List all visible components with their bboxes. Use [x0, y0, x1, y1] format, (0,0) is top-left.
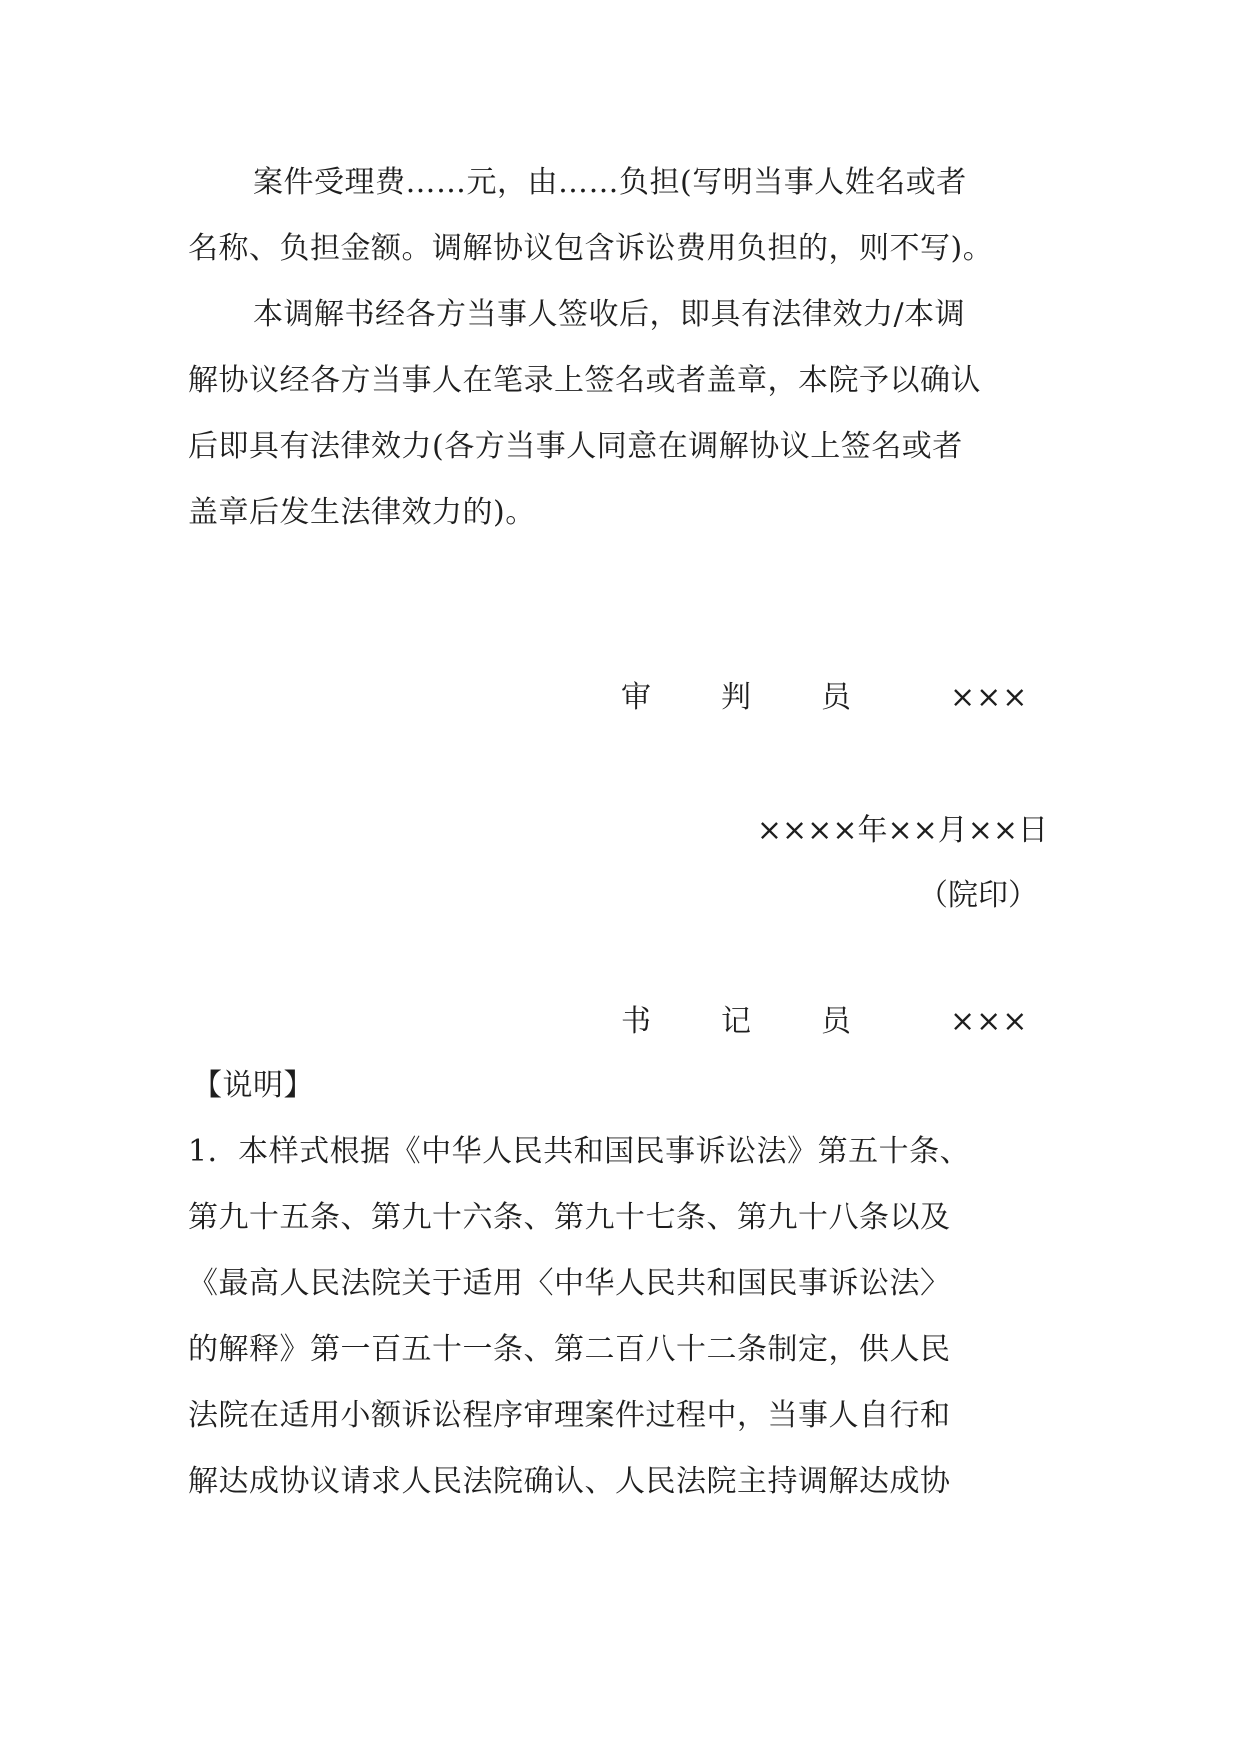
- effect-paragraph-line-2: 解协议经各方当事人在笔录上签名或者盖章，本院予以确认: [188, 363, 981, 398]
- fee-paragraph-line-2: 名称、负担金额。调解协议包含诉讼费用负担的，则不写)。: [188, 231, 994, 266]
- notes-heading: 【说明】: [192, 1068, 314, 1103]
- clerk-role-char-1: 书: [621, 1004, 651, 1039]
- clerk-role-label: [621, 1000, 851, 1044]
- clerk-role-char-2: 记: [721, 1004, 751, 1039]
- judge-role-char-3: 员: [821, 680, 851, 715]
- effect-paragraph-line-4: 盖章后发生法律效力的)。: [188, 495, 536, 530]
- document-date: ××××年××月××日: [756, 813, 1048, 848]
- notes-line-1: 1．本样式根据《中华人民共和国民事诉讼法》第五十条、: [188, 1134, 971, 1169]
- judge-role-char-1: 审: [621, 680, 651, 715]
- judge-name: ×××: [950, 680, 1029, 715]
- effect-paragraph-line-1: 本调解书经各方当事人签收后，即具有法律效力/本调: [253, 297, 966, 332]
- judge-role-char-2: 判: [721, 680, 751, 715]
- effect-paragraph-line-3: 后即具有法律效力(各方当事人同意在调解协议上签名或者: [188, 429, 963, 464]
- fee-paragraph-line-1: 案件受理费……元，由……负担(写明当事人姓名或者: [253, 165, 967, 200]
- clerk-role-char-3: 员: [821, 1004, 851, 1039]
- notes-line-3: 《最高人民法院关于适用〈中华人民共和国民事诉讼法〉: [188, 1266, 951, 1301]
- notes-line-5: 法院在适用小额诉讼程序审理案件过程中，当事人自行和: [188, 1398, 951, 1433]
- notes-line-6: 解达成协议请求人民法院确认、人民法院主持调解达成协: [188, 1464, 951, 1499]
- clerk-name: ×××: [950, 1004, 1029, 1039]
- notes-line-4: 的解释》第一百五十一条、第二百八十二条制定，供人民: [188, 1332, 951, 1367]
- notes-line-2: 第九十五条、第九十六条、第九十七条、第九十八条以及: [188, 1200, 951, 1235]
- court-seal-note: （院印）: [918, 878, 1038, 913]
- judge-role-label: [621, 676, 851, 720]
